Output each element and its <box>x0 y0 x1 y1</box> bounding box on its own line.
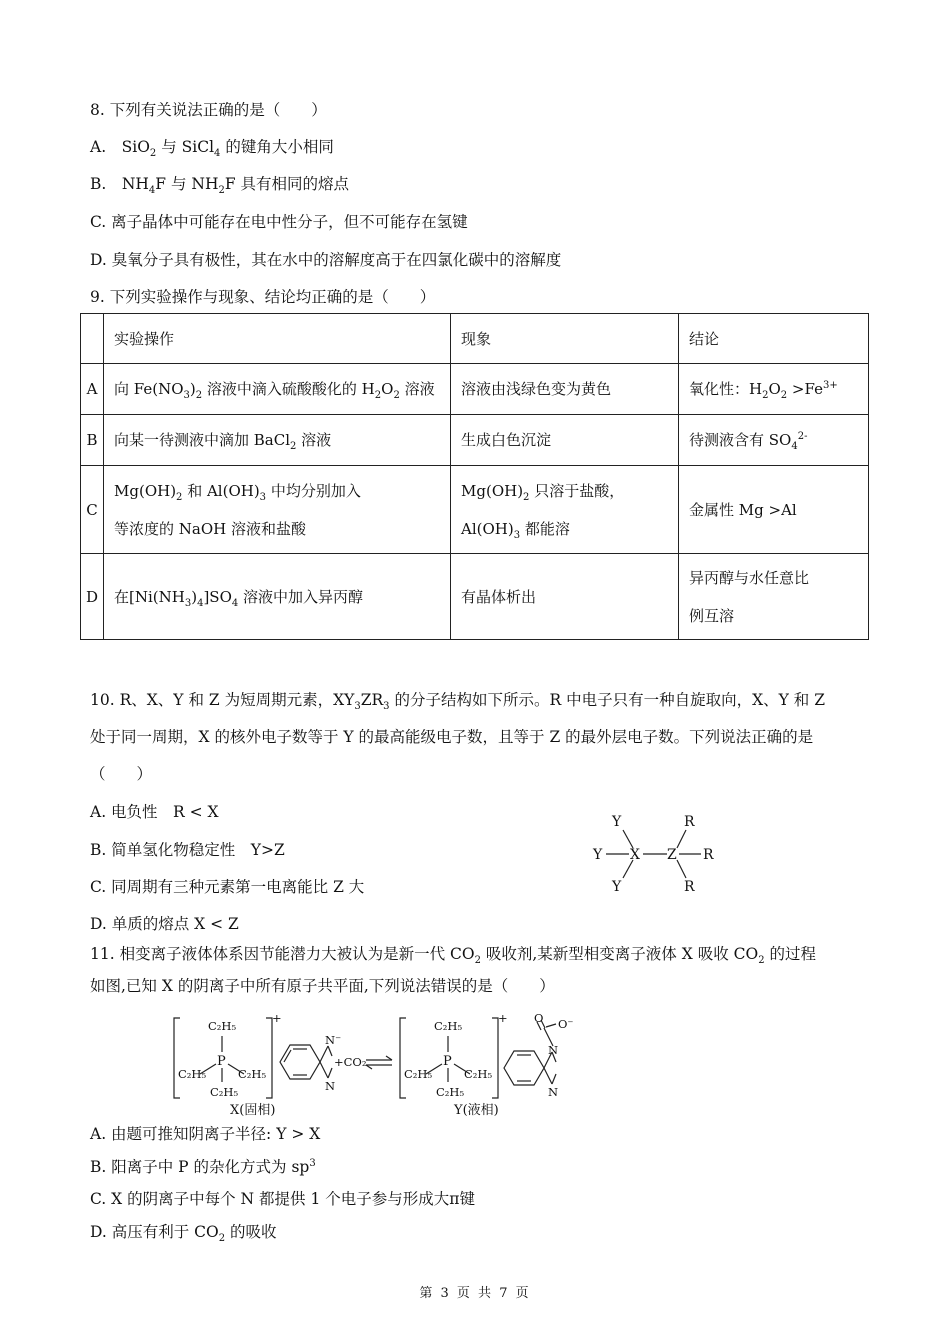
row-key: A <box>81 364 104 415</box>
row-phenomenon: 有晶体析出 <box>451 554 679 640</box>
table-header-cell: 实验操作 <box>104 314 451 364</box>
row-operation: $Mg(OH)_2$ 和 $Al(OH)_3$ 中均分别加入 等浓度的 NaOH 溶液和盐酸 <box>104 466 451 554</box>
row-operation: 向某一待测液中滴加 BaCl$_2$ 溶液 <box>104 415 451 466</box>
row-key: B <box>81 415 104 466</box>
row-phenomenon: 溶液由浅绿色变为黄色 <box>451 364 679 415</box>
q10-stem-line2: 处于同一周期，X 的核外电子数等于 Y 的最高能级电子数，且等于 Z 的最外层电子数。下列说法正确的是 <box>90 728 814 746</box>
q11-stem-line2: 如图,已知 X 的阴离子中所有原子共平面,下列说法错误的是（ ） <box>90 977 555 995</box>
label-y-liquid: Y(液相) <box>454 1103 499 1118</box>
oxygen-anion-label: O⁻ <box>558 1017 574 1031</box>
atom-y-bottom: Y <box>612 879 622 895</box>
row-conclusion: 异丙醇与水任意比 例互溶 <box>679 554 869 640</box>
nitrogen-label: N <box>325 1079 336 1093</box>
ethyl-label: C₂H₅ <box>210 1085 239 1099</box>
q10-stem-line1: 10. R、X、Y 和 Z 为短周期元素，$XY_3ZR_3$ 的分子结构如下所示。R 中电子只有一种自旋取向，X、Y 和 Z <box>90 691 825 713</box>
row-phenomenon: 生成白色沉淀 <box>451 415 679 466</box>
q10-option-a: A. 电负性 R < X <box>90 803 219 821</box>
ethyl-label: C₂H₅ <box>464 1067 493 1081</box>
phosphorus-label: P <box>217 1054 226 1069</box>
oxygen-label: O <box>534 1012 544 1025</box>
row-key: D <box>81 554 104 640</box>
plus-charge: + <box>272 1012 282 1025</box>
table-row <box>81 466 869 554</box>
label-x-solid: X(固相) <box>230 1103 276 1118</box>
atom-y-top: Y <box>612 814 622 830</box>
q11-reaction-scheme <box>170 1012 590 1122</box>
atom-x: X <box>630 847 640 863</box>
q10-option-c: C. 同周期有三种元素第一电离能比 Z 大 <box>90 878 365 896</box>
atom-r-bottom: R <box>684 879 695 895</box>
q10-molecule-structure <box>590 812 730 896</box>
row-operation: 在$[Ni(NH_3)_4]SO_4$ 溶液中加入异丙醇 <box>104 554 451 640</box>
q10-option-b: B. 简单氢化物稳定性 Y>Z <box>90 841 285 859</box>
q11-option-d: D. 高压有利于 $CO_2$ 的吸收 <box>90 1223 277 1245</box>
atom-r-right: R <box>703 847 714 863</box>
atom-y-left: Y <box>593 847 603 863</box>
q8-stem: 8. 下列有关说法正确的是（ ） <box>90 101 327 119</box>
q11-option-a: A. 由题可推知阴离子半径: Y > X <box>90 1125 321 1143</box>
q10-stem-line3: （ ） <box>90 765 153 783</box>
row-operation: 向 $Fe(NO_3)_2$ 溶液中滴入硫酸酸化的 $H_2O_2$ 溶液 <box>104 364 451 415</box>
ethyl-label: C₂H₅ <box>404 1067 433 1081</box>
table-header-row <box>81 314 869 364</box>
table-header-cell <box>81 314 104 364</box>
q9-table <box>80 313 869 640</box>
nitrogen-anion-label: N⁻ <box>325 1033 342 1047</box>
plus-charge: + <box>498 1012 508 1025</box>
table-row <box>81 364 869 415</box>
table-row <box>81 415 869 466</box>
atom-r-top: R <box>684 814 695 830</box>
page-footer: 第 3 页 共 7 页 <box>419 1286 531 1301</box>
ethyl-label: C₂H₅ <box>436 1085 465 1099</box>
q8-option-c: C. 离子晶体中可能存在电中性分子，但不可能存在氢键 <box>90 213 468 231</box>
q8-option-a: A. SiO$_2$ 与 SiCl$_4$ 的键角大小相同 <box>90 138 334 160</box>
nitrogen-label: N <box>548 1043 559 1057</box>
nitrogen-label: N <box>548 1085 559 1099</box>
table-header-cell: 现象 <box>451 314 679 364</box>
q11-option-c: C. X 的阴离子中每个 N 都提供 1 个电子参与形成大π键 <box>90 1190 475 1208</box>
q11-option-b: B. 阳离子中 P 的杂化方式为 $sp^3$ <box>90 1157 316 1176</box>
co2-reagent: +CO₂ <box>334 1055 367 1069</box>
table-header-cell: 结论 <box>679 314 869 364</box>
q8-option-d: D. 臭氧分子具有极性，其在水中的溶解度高于在四氯化碳中的溶解度 <box>90 251 562 269</box>
ethyl-label: C₂H₅ <box>208 1019 237 1033</box>
q8-option-b: B. $NH_4F$ 与 $NH_2F$ 具有相同的熔点 <box>90 175 350 197</box>
table-row <box>81 554 869 640</box>
q10-option-d: D. 单质的熔点 X < Z <box>90 915 239 933</box>
row-conclusion: 待测液含有 $SO_4^{2-}$ <box>679 415 869 466</box>
atom-z: Z <box>667 847 677 863</box>
row-conclusion: 氧化性：$H_2O_2 >Fe^{3+}$ <box>679 364 869 415</box>
ethyl-label: C₂H₅ <box>178 1067 207 1081</box>
q9-stem: 9. 下列实验操作与现象、结论均正确的是（ ） <box>90 288 436 306</box>
ethyl-label: C₂H₅ <box>238 1067 267 1081</box>
row-conclusion: 金属性 Mg >Al <box>679 466 869 554</box>
row-phenomenon: $Mg(OH)_2$ 只溶于盐酸， $Al(OH)_3$ 都能溶 <box>451 466 679 554</box>
row-key: C <box>81 466 104 554</box>
ethyl-label: C₂H₅ <box>434 1019 463 1033</box>
q11-stem-line1: 11. 相变离子液体体系因节能潜力大被认为是新一代 $CO_2$ 吸收剂,某新型相变离子液体 X 吸收 $CO_2$ 的过程 <box>90 945 817 967</box>
phosphorus-label: P <box>443 1054 452 1069</box>
